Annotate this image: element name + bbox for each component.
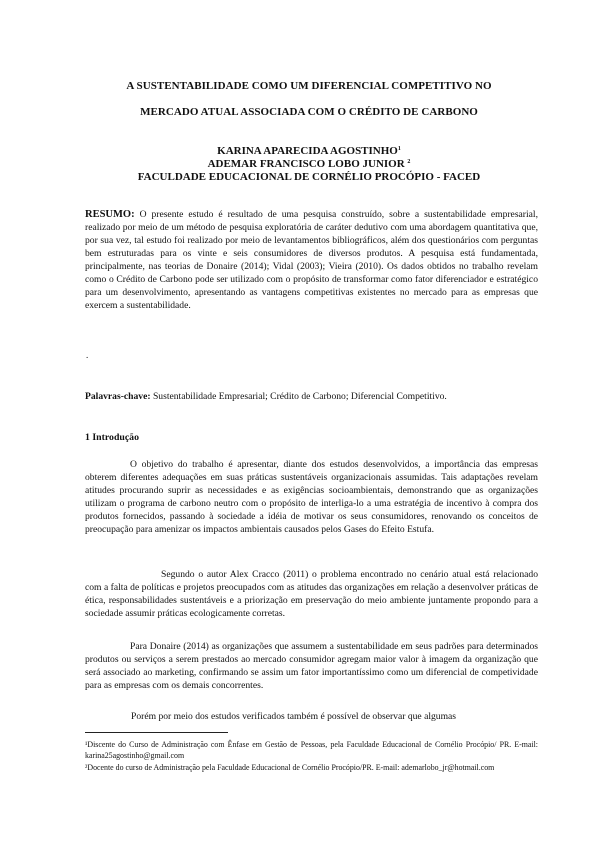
section-heading: 1 Introdução — [85, 432, 139, 443]
keywords-text: Sustentabilidade Empresarial; Crédito de Carbono; Diferencial Competitivo. — [152, 391, 447, 402]
paragraph-2: Segundo o autor Alex Cracco (2011) o problema encontrado no cenário atual está relacionado com a falta de políticas e projetos preocupados com as atitudes das organizações em relação a desenvolver práticas de ética, responsabilidades sustentáveis e a priorização em preservação do meio ambiente juntamente propondo para a sociedade assumir práticas ecologicamente corretas. — [85, 569, 538, 619]
paragraph-3: Para Donaire (2014) as organizações que assumem a sustentabilidade em seus padrões para determinados produtos ou serviços a serem prestados ao mercado consumidor agregam maior valor à imagem da organização que será associado ao marketing, confirmando se assim um fator importantíssimo como um diferencial de competividade para as empresas com os demais concorrentes. — [85, 641, 538, 691]
title-line-1: A SUSTENTABILIDADE COMO UM DIFERENCIAL COMPETITIVO NO — [126, 80, 492, 92]
institution: FACULDADE EDUCACIONAL DE CORNÉLIO PROCÓPIO - FACED — [137, 171, 481, 183]
title-line-2: MERCADO ATUAL ASSOCIADA COM O CRÉDITO DE CARBONO — [140, 106, 478, 118]
author-2 — [70, 158, 548, 170]
keywords-label: Palavras-chave: — [85, 391, 151, 402]
abstract-label: RESUMO: — [85, 209, 135, 220]
keywords — [85, 391, 545, 402]
paragraph-1: O objetivo do trabalho é apresentar, diante dos estudos desenvolvidos, a importância das empresas obterem diferentes adequações em suas práticas sustentáveis organizacionais assumidas. Tais adaptações revelam atitudes procurando suprir as necessidades e as exigências socioambientais, demonstrando que as organizações utilizam o programa de carbono neutro com o propósito de interliga-lo a uma estratégia de incentivo à compra dos produtos fornecidos, passando à sociedade a idéia de motivar os seus consumidores, renovando os conceitos de preocupação para amenizar os impactos ambientais causados pelos Gases do Efeito Estufa. — [85, 459, 538, 535]
footnote-divider — [85, 732, 228, 733]
abstract — [85, 208, 538, 312]
author-1 — [70, 145, 548, 157]
author-2-name: ADEMAR FRANCISCO LOBO JUNIOR — [207, 158, 405, 170]
author-2-footnote-mark: 2 — [407, 159, 411, 165]
paragraph-4: Porém por meio dos estudos verificados também é possível de observar que algumas — [131, 711, 457, 722]
footnote-1: ¹Discente do Curso de Administração com Ênfase em Gestão de Pessoas, pela Faculdade Educacional de Cornélio Procópio/ PR. E-mail: karina25agostinho@gmail.com — [85, 740, 538, 760]
abstract-trailing-mark: . — [86, 350, 89, 360]
abstract-text: O presente estudo é resultado de uma pesquisa construído, sobre a sustentabilidade empresarial, realizado por meio de um método de pesquisa exploratória de caráter dedutivo com uma abordagem quantitativa que, por sua vez, tal estudo foi realizado por meio de levantamentos bibliográficos, além dos questionários com perguntas bem estruturadas para os vinte e seis consumidores de diversos produtos. A pesquisa está fundamentada, principalmente, nas teorias de Donaire (2014); Vidal (2003); Vieira (2010). Os dados obtidos no trabalho revelam como o Crédito de Carbono pode ser utilizado com o propósito de transformar como fator diferenciador e estratégico para um desenvolvimento, apresentando as vantagens competitivas existentes no mercado para as empresas que exercem a sustentabilidade. — [85, 209, 538, 311]
author-1-name: KARINA APARECIDA AGOSTINHO — [217, 145, 398, 157]
author-1-footnote-mark: 1 — [397, 146, 401, 152]
footnote-2: ²Docente do curso de Administração pela Faculdade Educacional de Cornélio Procópio/PR. E-mail: ademarlobo_jr@hotmail.com — [85, 763, 495, 772]
